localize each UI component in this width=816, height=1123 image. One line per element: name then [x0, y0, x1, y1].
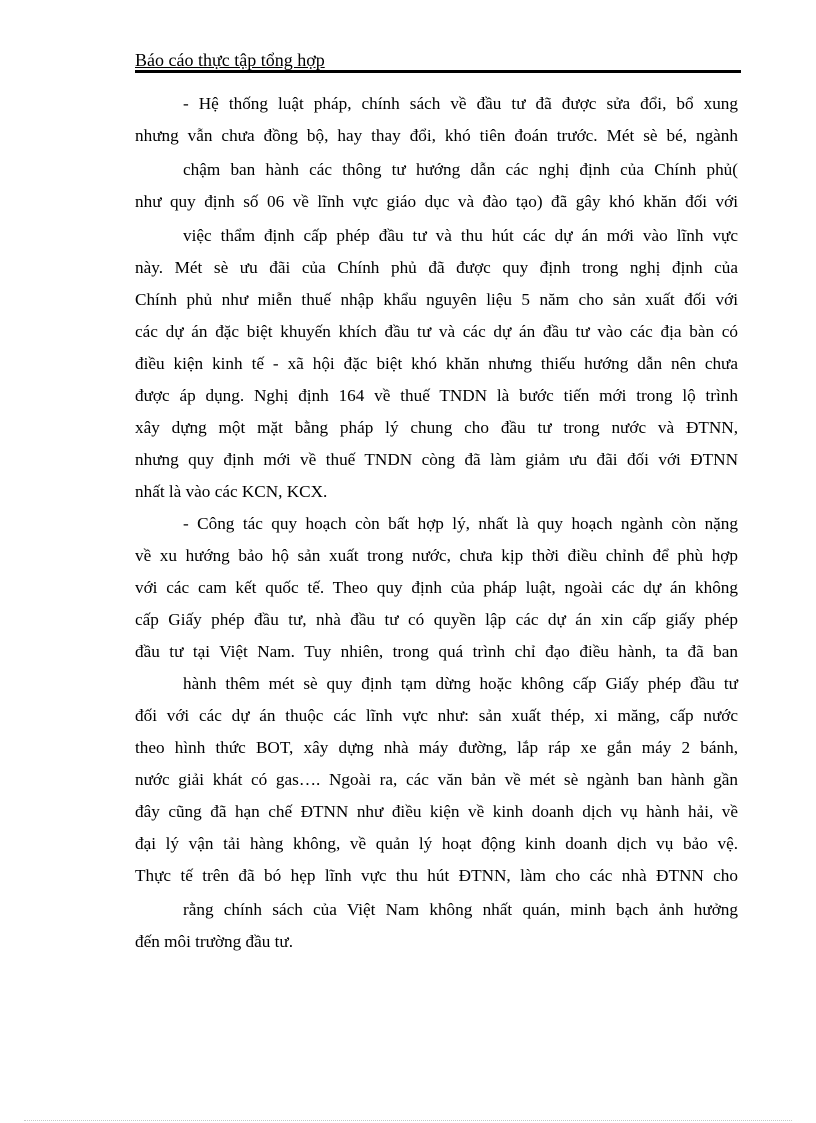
body-line: được áp dụng. Nghị định 164 về thuế TNDN là bước tiến mới trong lộ trình: [135, 386, 738, 405]
body-line: - Hệ thống luật pháp, chính sách về đầu tư đã được sửa đổi, bổ xung: [183, 94, 738, 113]
body-line: đại lý vận tải hàng không, về quản lý hoạt động kinh doanh dịch vụ bảo vệ.: [135, 834, 738, 853]
body-line: Thực tế trên đã bó hẹp lĩnh vực thu hút ĐTNN, làm cho các nhà ĐTNN cho: [135, 866, 738, 885]
body-line: xây dựng một mặt bằng pháp lý chung cho đầu tư trong nước và ĐTNN,: [135, 418, 738, 437]
body-line: nhưng quy định mới về thuế TNDN còng đã làm giảm ưu đãi đối với ĐTNN: [135, 450, 738, 469]
body-line: rằng chính sách của Việt Nam không nhất quán, minh bạch ảnh hưởng: [183, 900, 738, 919]
body-line: cấp Giấy phép đầu tư, nhà đầu tư có quyền lập các dự án xin cấp giấy phép: [135, 610, 738, 629]
body-line: này. Mét sè ưu đãi của Chính phủ đã được quy định trong nghị định của: [135, 258, 738, 277]
body-line: đây cũng đã hạn chế ĐTNN như điều kiện về kinh doanh dịch vụ hành hải, về: [135, 802, 738, 821]
page-header: [135, 50, 741, 73]
body-line: hành thêm mét sè quy định tạm dừng hoặc không cấp Giấy phép đầu tư: [183, 674, 738, 693]
body-line: chậm ban hành các thông tư hướng dẫn các nghị định của Chính phủ(: [183, 160, 738, 179]
body-line: theo hình thức BOT, xây dựng nhà máy đường, lắp ráp xe gắn máy 2 bánh,: [135, 738, 738, 757]
header-title: Báo cáo thực tập tổng hợp: [135, 50, 325, 70]
page-bottom-divider: [24, 1120, 792, 1121]
body-line: như quy định số 06 về lĩnh vực giáo dục và đào tạo) đã gây khó khăn đối với: [135, 192, 738, 211]
body-line: nhất là vào các KCN, KCX.: [135, 482, 328, 501]
body-line: việc thẩm định cấp phép đầu tư và thu hút các dự án mới vào lĩnh vực: [183, 226, 738, 245]
body-line: nước giải khát có gas…. Ngoài ra, các văn bản về mét sè ngành ban hành gần: [135, 770, 738, 789]
body-line: nhưng vẫn chưa đồng bộ, hay thay đổi, khó tiên đoán trước. Mét sè bé, ngành: [135, 126, 738, 145]
body-line: đến môi trường đầu tư.: [135, 932, 294, 951]
body-line: về xu hướng bảo hộ sản xuất trong nước, chưa kịp thời điều chỉnh để phù hợp: [135, 546, 738, 565]
body-line: - Công tác quy hoạch còn bất hợp lý, nhất là quy hoạch ngành còn nặng: [183, 514, 738, 533]
body-line: đầu tư tại Việt Nam. Tuy nhiên, trong quá trình chỉ đạo điều hành, ta đã ban: [135, 642, 738, 661]
body-line: Chính phủ như miễn thuế nhập khẩu nguyên liệu 5 năm cho sản xuất đối với: [135, 290, 738, 309]
body-line: đối với các dự án thuộc các lĩnh vực như: sản xuất thép, xi măng, cấp nước: [135, 706, 738, 725]
body-line: với các cam kết quốc tế. Theo quy định của pháp luật, ngoài các dự án không: [135, 578, 738, 597]
body-line: điều kiện kinh tế - xã hội đặc biệt khó khăn nhưng thiếu hướng dẫn nên chưa: [135, 354, 738, 373]
body-line: các dự án đặc biệt khuyến khích đầu tư và các dự án đầu tư vào các địa bàn có: [135, 322, 738, 341]
